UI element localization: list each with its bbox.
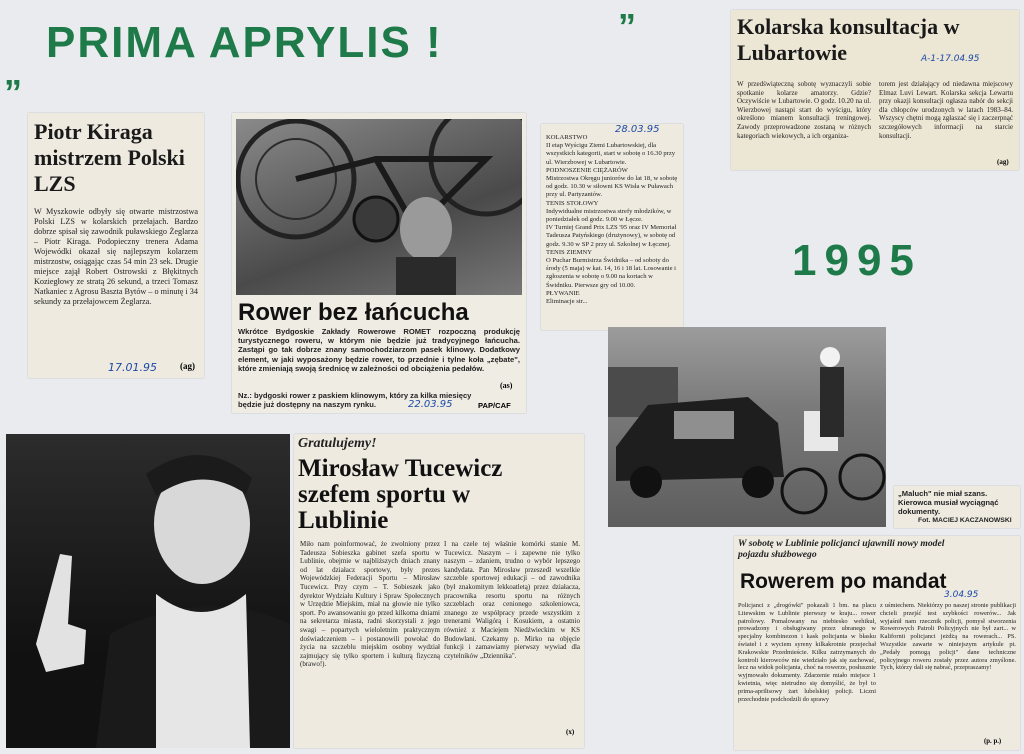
clip-maluch (894, 486, 1020, 528)
clip-mandat-kicker: W sobotę w Lublinie policjanci ujawnili nowy model pojazdu służbowego (738, 538, 945, 560)
clip-maluch-caption: „Maluch" nie miał szans. Kierowca musiał wyciągnąć dokumenty. (898, 489, 999, 516)
police-bicycle-illustration (608, 327, 886, 527)
clip-kolarstwo-date: 28.03.95 (615, 124, 660, 135)
page-title: PRIMA APRYLIS ! (46, 18, 443, 67)
clip-rower-credit: PAP/CAF (478, 401, 511, 410)
clip-kiraga-date: 17.01.95 (108, 361, 157, 374)
clip-mandat-date: 3.04.95 (944, 590, 979, 600)
clip-tucewicz-col2: I na czele tej właśnie komórki stanie M. Tucewicz. Naszym – i zapewne nie tylko naszym – zdaniem, trudno o wybór lepszego kandydata. Pan Mirosław przeszedł wszelkie szczeble sportowej edukacji – od zawodnika (był znakomitym lekkoatletą) przez działacza, pracownika resortu sportu na różnych szczeblach oraz cenionego szkoleniowca, znanego ze współpracy przede wszystkim z trenerami Waligórą i Kosukiem, a ostatnio również z Maciejem Niedźwieckim w KS Budowlani. Czekamy p. Mirko na objęcie funkcji i zamawiamy pierwszy wywiad dla czytelników „Dziennika". (444, 540, 580, 660)
clip-konsultacja-col2: torem jest działający od niedawna miejscowy Elmaz Luvi Lewart. Kolarska sekcja Lewartu przy okazji konsultacji ogłasza nabór do sekcji dla chłopców urodzonych w latach 1983–84. Wszyscy chętni mogą zgłaszać się i zaczerpnąć szczegółowych informacji na starcie konsultacji. (879, 80, 1013, 140)
clip-rower-headline: Rower bez łańcucha (238, 299, 469, 326)
quote-close-mark: ” (618, 6, 638, 47)
clip-mandat-col1: Policjanci z „drogówki" pokazali 1 bm. na placu Litewskim w Lublinie pierwszy w kraju... rower patrolowy. Pomalowany na niebiesko wehikuł, prowadzony i obsługiwany przez ubranego w specjalny kombinezon i kask policjanta w błasku świateł i z wyciem syreny kilkakrotnie przejechał Krakowskie Przedmieście. Kilku zatrzymanych do kontroli kierowców nie wiedziało jak się zachować, lecz na widok policjanta, choć na rowerze, posłusznie wyjmowało dokumenty. Zdarzenie miało miejsce 1 kwietnia, więc nietrudno się domyślić, że był to prima-aprilisowy żart lubelskiej policji. Liczni przechodnie podchodzili do sprawy (738, 602, 876, 703)
clip-mandat (734, 536, 1020, 750)
clip-mandat-headline: Rowerem po mandat (740, 570, 947, 593)
clip-tucewicz-kicker: Gratulujemy! (298, 436, 377, 451)
clip-rower-caption: Nz.: bydgoski rower z paskiem klinowym, który za kilka miesięcy będzie już dostępny na naszym rynku. (238, 391, 472, 409)
clip-tucewicz (294, 434, 584, 748)
clip-rower-body: Wkrótce Bydgoskie Zakłady Rowerowe ROMET rozpoczną produkcję turystycznego roweru, w którym nie będzie już tradycyjnego łańcucha. Zastąpi go tak dobrze znany samochodziarzom pasek klinowy. Dodatkowy element, w jaki wyposażony będzie rower, to przednie i tylne koła „zębate", które zmieniają swoją średnicę w zależności od obciążenia pedałów. (238, 327, 520, 373)
clip-tucewicz-col1: Miło nam poinformować, że zwolniony przez Tadeusza Sobieszka gabinet szefa sportu w Lublinie, obejmie w najbliższych dniach znany od lat działacz sportowy, były prezes Wojewódzkiej Federacji Sportu – Mirosław Tucewicz. Przy czym – T. Sobieszek jako dyrektor Wydziału Kultury i Spraw Społecznych w Urzędzie Miejskim, miał na głowie nie tylko sport. Po awansowaniu go przed kilkoma dniami na sekretarza miasta, radni skorzystali z jego swagi – popartych wieloletnim praktycznym doświadczeniem – i postanowili powołać do życia na szczeblu miejskim osobny wydział zajmujący się tylko sportem i kulturą fizyczną (brawo!). (300, 540, 440, 669)
clip-mandat-col2: z uśmiechem. Niektórzy po naszej stronie publikacji chcieli przejść test szybkości rowerów... Jak wyjaśnił nam rzecznik policji, pomysł stworzenia Rowerowych Patroli Policyjnych nie był zart... w Kalifornii policjanci jeżdżą na rowerach... PS. Wszystkie zawarte w niniejszym artykule pt. „Pedały pomogą policji" dane techniczne policyjnego roweru zostały przez autora zmyślone. Tych, którzy dali się nabrać, przepraszamy! (880, 602, 1016, 672)
clip-kiraga-headline: Piotr Kiraga mistrzem Polski LZS (34, 119, 185, 196)
clip-kolarstwo (541, 124, 683, 330)
clip-rower-date: 22.03.95 (408, 399, 453, 410)
clip-maluch-credit: Fot. MACIEJ KACZANOWSKI (918, 517, 1012, 524)
clip-tucewicz-headline: Mirosław Tucewicz szefem sportu w Lublinie (298, 455, 503, 534)
clip-kiraga-signature: (ag) (180, 361, 195, 371)
clip-rower-signature: (as) (500, 381, 513, 390)
tucewicz-portrait-photo (6, 434, 290, 748)
bicycle-illustration (236, 119, 522, 295)
bicycle-photo (236, 119, 522, 295)
clip-konsultacja (731, 10, 1019, 170)
portrait-illustration (6, 434, 290, 748)
clip-kiraga (28, 113, 204, 378)
clip-konsultacja-headline: Kolarska konsultacja w Lubartowie (737, 14, 960, 65)
clip-kolarstwo-body: KOLARSTWO II etap Wyścigu Ziemi Lubartowskiej, dla wszystkich kategorii, start w sobotę o 16.30 przy ul. Wierzbowej w Lubartowie. PODNOSZENIE CIĘŻARÓW Mistrzostwa Okręgu juniorów do lat 18, w sobotę od godz. 10.30 w siłowni KS Wisła w Puławach przy ul. Partyzantów. TENIS STOŁOWY Indywidualne mistrzostwa strefy młodzików, w poniedziałek od godz. 9.00 w Łęcze. IV Turniej Grand Prix LZS '95 oraz IV Memoriał Tadeusza Patyńskiego (drużynowy), w sobotę od godz. 9.30 w SP 2 przy ul. Szkolnej w Łęcznej. TENIS ZIEMNY O Puchar Burmistrza Świdnika – od soboty do środy (5 maja) w kat. 14, 16 i 18 lat. Losowanie i zgłoszenia w sobotę o 9.00 na kortach w Świdniku. Pierwsze gry od 10.00. PŁYWANIE Eliminacje str... (546, 134, 678, 306)
clip-konsultacja-date: A-1-17.04.95 (921, 54, 980, 64)
clip-konsultacja-col1: W przedświąteczną sobotę wyznaczyli sobie spotkanie kolarze amatorzy. Gdzie? Oczywiście w Lubartowie. O godz. 10.20 na ul. Wierzbowej nastąpi start do wyścigu, który określono mianem konsultacji treningowej. Zawody przeprowadzone zostaną w różnych kategoriach wiekowych, a ich organiza- (737, 80, 871, 140)
clip-tucewicz-signature: (x) (566, 728, 575, 736)
police-bicycle-photo (608, 327, 886, 527)
year-label: 1995 (792, 236, 922, 285)
clip-kiraga-body: W Myszkowie odbyły się otwarte mistrzostwa Polski LZS w kolarskich przełajach. Bardzo dobrze spisał się zawodnik puławskiego Żeglarza – Piotr Kiraga. Podopieczny trenera Adama Wojewódki okazał się najlepszym kolarzem mistrzostw, osiągając czas 54 min 23 sek. Drugie miejsce zajął Robert Ostrowski z Błękitnych Koziegłowy ze stratą 26 sekund, a trzeci Tomasz Natkaniec z Agrosu Baszta Bytów – o minutę i 34 sekundy za przełajowcem Żeglarza. (34, 207, 198, 306)
clip-rower (232, 113, 526, 413)
quote-open-mark: ” (4, 72, 24, 113)
clip-konsultacja-signature: (ag) (997, 158, 1009, 166)
clip-mandat-signature: (p. p.) (984, 738, 1002, 745)
